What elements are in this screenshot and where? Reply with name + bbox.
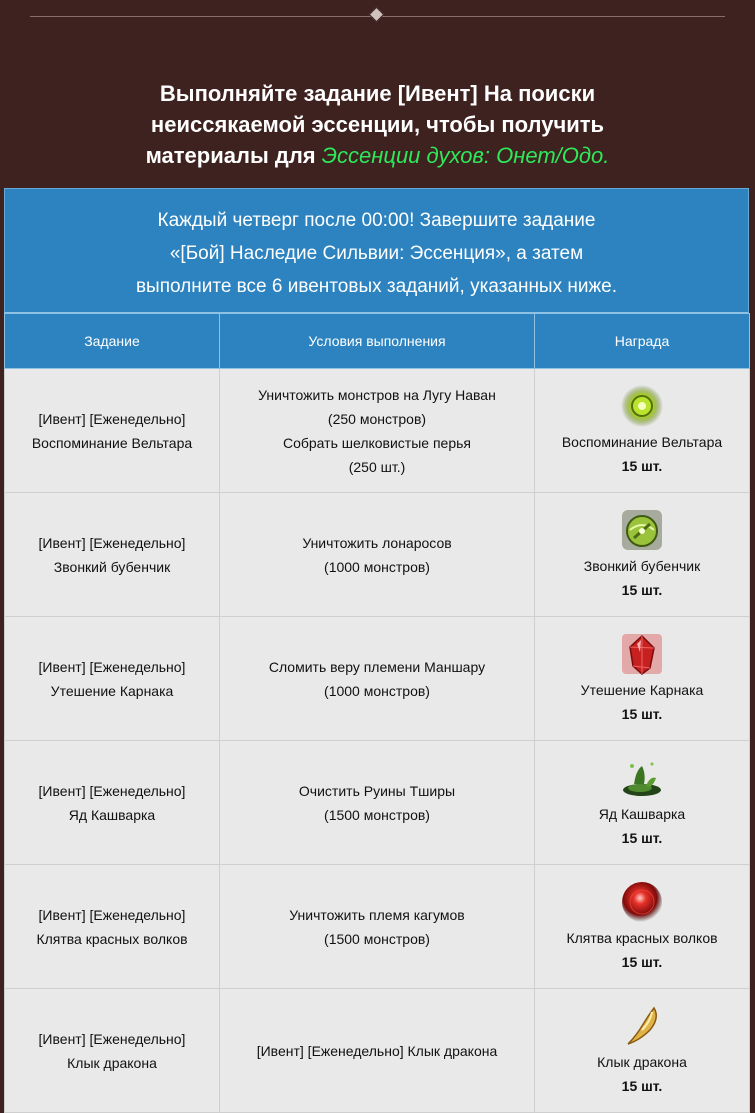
condition-text: Уничтожить племя кагумов — [289, 906, 465, 923]
conditions-cell — [220, 493, 535, 617]
condition-text: (1000 монстров) — [324, 682, 430, 699]
task-text: Звонкий бубенчик — [53, 558, 171, 575]
reward-cell — [535, 989, 750, 1113]
banner-line-1: Каждый четверг после 00:00! Завершите задание — [157, 210, 596, 231]
bell-icon — [620, 508, 664, 552]
info-banner — [4, 188, 749, 313]
condition-text: (1000 монстров) — [324, 558, 430, 575]
task-text: Клык дракона — [67, 1054, 157, 1071]
heading-line-2: неиссякаемой эссенции, чтобы получить — [150, 112, 605, 137]
heading-line-3 — [0, 140, 755, 171]
task-text: Яд Кашварка — [68, 806, 156, 823]
heading-highlight: Эссенции духов: Онет/Одо. — [321, 143, 610, 168]
task-text: [Ивент] [Еженедельно] — [38, 410, 186, 427]
reward-name: Звонкий бубенчик — [583, 558, 701, 574]
task-text: [Ивент] [Еженедельно] — [38, 534, 186, 551]
conditions-cell — [220, 617, 535, 741]
banner-line-2: «[Бой] Наследие Сильвии: Эссенция», а затем — [169, 243, 584, 264]
conditions-cell — [220, 741, 535, 865]
condition-text: (1500 монстров) — [324, 806, 430, 823]
table-row — [5, 369, 750, 493]
task-text: Утешение Карнака — [50, 682, 174, 699]
red-crystal-icon — [620, 632, 664, 676]
reward-quantity: 15 шт. — [621, 706, 663, 722]
condition-text: (250 монстров) — [327, 410, 427, 427]
reward-name: Утешение Карнака — [580, 682, 704, 698]
green-orb-icon — [620, 384, 664, 428]
condition-text: Собрать шелковистые перья — [282, 434, 471, 451]
conditions-cell — [220, 369, 535, 493]
header-task: Задание — [5, 314, 220, 369]
table-row — [5, 741, 750, 865]
conditions-cell — [220, 865, 535, 989]
task-text: [Ивент] [Еженедельно] — [38, 1030, 186, 1047]
reward-cell — [535, 865, 750, 989]
reward-name: Воспоминание Вельтара — [561, 434, 723, 450]
poison-puddle-icon — [620, 756, 664, 800]
reward-cell — [535, 493, 750, 617]
fang-icon — [620, 1004, 664, 1048]
conditions-cell — [220, 989, 535, 1113]
condition-text: [Ивент] [Еженедельно] Клык дракона — [256, 1042, 498, 1059]
reward-name: Клык дракона — [597, 1054, 687, 1070]
task-cell — [5, 741, 220, 865]
task-cell — [5, 617, 220, 741]
heading-line-1: Выполняйте задание [Ивент] На поиски — [159, 81, 596, 106]
task-cell — [5, 865, 220, 989]
reward-cell — [535, 617, 750, 741]
reward-quantity: 15 шт. — [621, 830, 663, 846]
task-cell — [5, 989, 220, 1113]
quest-table — [4, 313, 750, 1113]
condition-text: Уничтожить монстров на Лугу Наван — [258, 386, 496, 403]
condition-text: (1500 монстров) — [324, 930, 430, 947]
task-text: [Ивент] [Еженедельно] — [38, 658, 186, 675]
red-orb-icon — [620, 880, 664, 924]
table-row — [5, 617, 750, 741]
reward-quantity: 15 шт. — [621, 954, 663, 970]
reward-quantity: 15 шт. — [621, 458, 663, 474]
divider-diamond-icon — [369, 7, 385, 23]
quest-table-container — [4, 188, 749, 1094]
condition-text: Очистить Руины Тширы — [298, 782, 456, 799]
reward-cell — [535, 741, 750, 865]
table-row — [5, 989, 750, 1113]
banner-line-3: выполните все 6 ивентовых заданий, указанных ниже. — [135, 276, 618, 297]
task-text: [Ивент] [Еженедельно] — [38, 782, 186, 799]
task-text: Воспоминание Вельтара — [31, 434, 193, 451]
reward-quantity: 15 шт. — [621, 582, 663, 598]
header-reward: Награда — [535, 314, 750, 369]
table-row — [5, 865, 750, 989]
page-heading — [0, 78, 755, 171]
reward-quantity: 15 шт. — [621, 1078, 663, 1094]
table-row — [5, 493, 750, 617]
header-conditions: Условия выполнения — [220, 314, 535, 369]
condition-text: Уничтожить лонаросов — [302, 534, 452, 551]
heading-line-3-prefix: материалы для — [145, 143, 322, 168]
task-text: [Ивент] [Еженедельно] — [38, 906, 186, 923]
task-text: Клятва красных волков — [36, 930, 188, 947]
reward-name: Яд Кашварка — [598, 806, 686, 822]
table-header-row — [5, 314, 750, 369]
reward-cell — [535, 369, 750, 493]
condition-text: (250 шт.) — [348, 458, 406, 475]
task-cell — [5, 493, 220, 617]
condition-text: Сломить веру племени Маншару — [268, 658, 486, 675]
task-cell — [5, 369, 220, 493]
reward-name: Клятва красных волков — [566, 930, 718, 946]
